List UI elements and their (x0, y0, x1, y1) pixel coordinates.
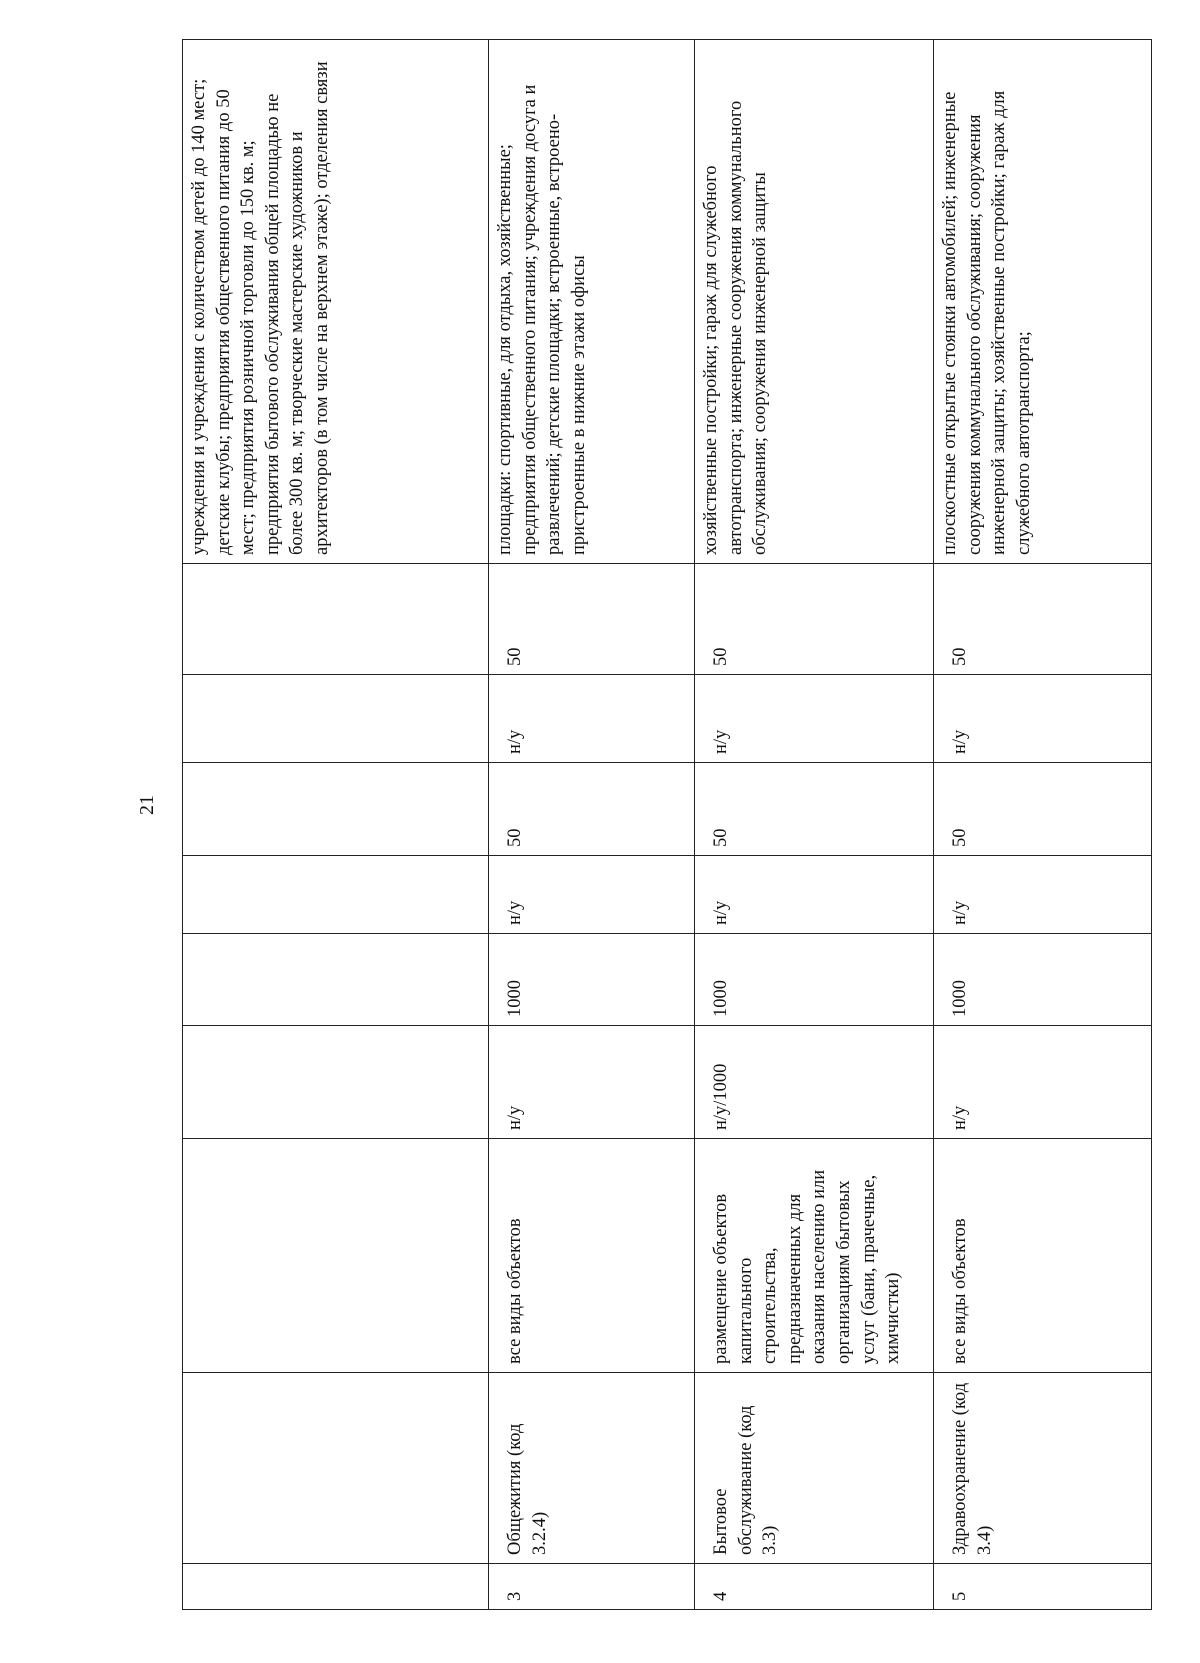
param-cell-4: 50 (934, 763, 1152, 856)
ancillary-uses-cell: плоскостные открытые стоянки автомобилей; инженерные сооружения коммунального обслуживания; сооружения инженерной защиты; хозяйственные постройки; гараж для служебного автотранспорта; (934, 40, 1152, 564)
param-cell-2 (183, 934, 489, 1026)
param-cell-3 (183, 856, 489, 934)
table-row (489, 40, 695, 1610)
param-cell-1: н/у/1000 (695, 1026, 934, 1139)
row-number-cell: 4 (695, 1564, 934, 1610)
param-cell-1: н/у (489, 1026, 695, 1139)
row-number-cell: 3 (489, 1564, 695, 1610)
permitted-objects-cell (183, 1139, 489, 1373)
param-cell-5: н/у (934, 675, 1152, 763)
param-cell-4: 50 (695, 763, 934, 856)
permitted-objects-cell: размещение объектов капитального строительства, предназначенных для оказания населению или организациям бытовых услуг (бани, прачечные, химчистки) (695, 1139, 934, 1373)
page-number: 21 (136, 795, 158, 815)
permitted-objects-cell: все виды объектов (934, 1139, 1152, 1373)
param-cell-5: н/у (489, 675, 695, 763)
param-cell-5: н/у (695, 675, 934, 763)
param-cell-2: 1000 (934, 934, 1152, 1026)
param-cell-3: н/у (489, 856, 695, 934)
land-use-name-cell: Общежития (код 3.2.4) (489, 1373, 695, 1564)
param-cell-6: 50 (489, 564, 695, 675)
permitted-objects-cell: все виды объектов (489, 1139, 695, 1373)
param-cell-3: н/у (695, 856, 934, 934)
ancillary-uses-cell: площадки: спортивные, для отдыха, хозяйственные; предприятия общественного питания; учреждения досуга и развлечений; детские площадки; встроенные, встроено-пристроенные в нижние этажи офисы (489, 40, 695, 564)
param-cell-5 (183, 675, 489, 763)
param-cell-6: 50 (934, 564, 1152, 675)
ancillary-uses-cell: хозяйственные постройки; гараж для служебного автотранспорта; инженерные сооружения коммунального обслуживания; сооружения инженерной защиты (695, 40, 934, 564)
table-row (183, 40, 489, 1610)
land-use-name-cell (183, 1373, 489, 1564)
land-use-name-cell: Здравоохранение (код 3.4) (934, 1373, 1152, 1564)
param-cell-6 (183, 564, 489, 675)
param-cell-4: 50 (489, 763, 695, 856)
table-row (934, 40, 1152, 1610)
param-cell-2: 1000 (489, 934, 695, 1026)
param-cell-2: 1000 (695, 934, 934, 1026)
row-number-cell: 5 (934, 1564, 1152, 1610)
param-cell-1: н/у (934, 1026, 1152, 1139)
row-number-cell (183, 1564, 489, 1610)
param-cell-6: 50 (695, 564, 934, 675)
param-cell-4 (183, 763, 489, 856)
table-row (695, 40, 934, 1610)
land-use-regulations-table (182, 39, 1152, 1610)
regulations-table-container (182, 40, 1096, 1610)
param-cell-3: н/у (934, 856, 1152, 934)
param-cell-1 (183, 1026, 489, 1139)
ancillary-uses-cell: учреждения и учреждения с количеством детей до 140 мест; детские клубы; предприятия общественного питания до 50 мест; предприятия розничной торговли до 150 кв. м; предприятия бытового обслуживания общей площадью не более 300 кв. м; творческие мастерские художников и архитекторов (в том числе на верхнем этаже); отделения связи (183, 40, 489, 564)
land-use-name-cell: Бытовое обслуживание (код 3.3) (695, 1373, 934, 1564)
rotated-table (182, 40, 1096, 1610)
